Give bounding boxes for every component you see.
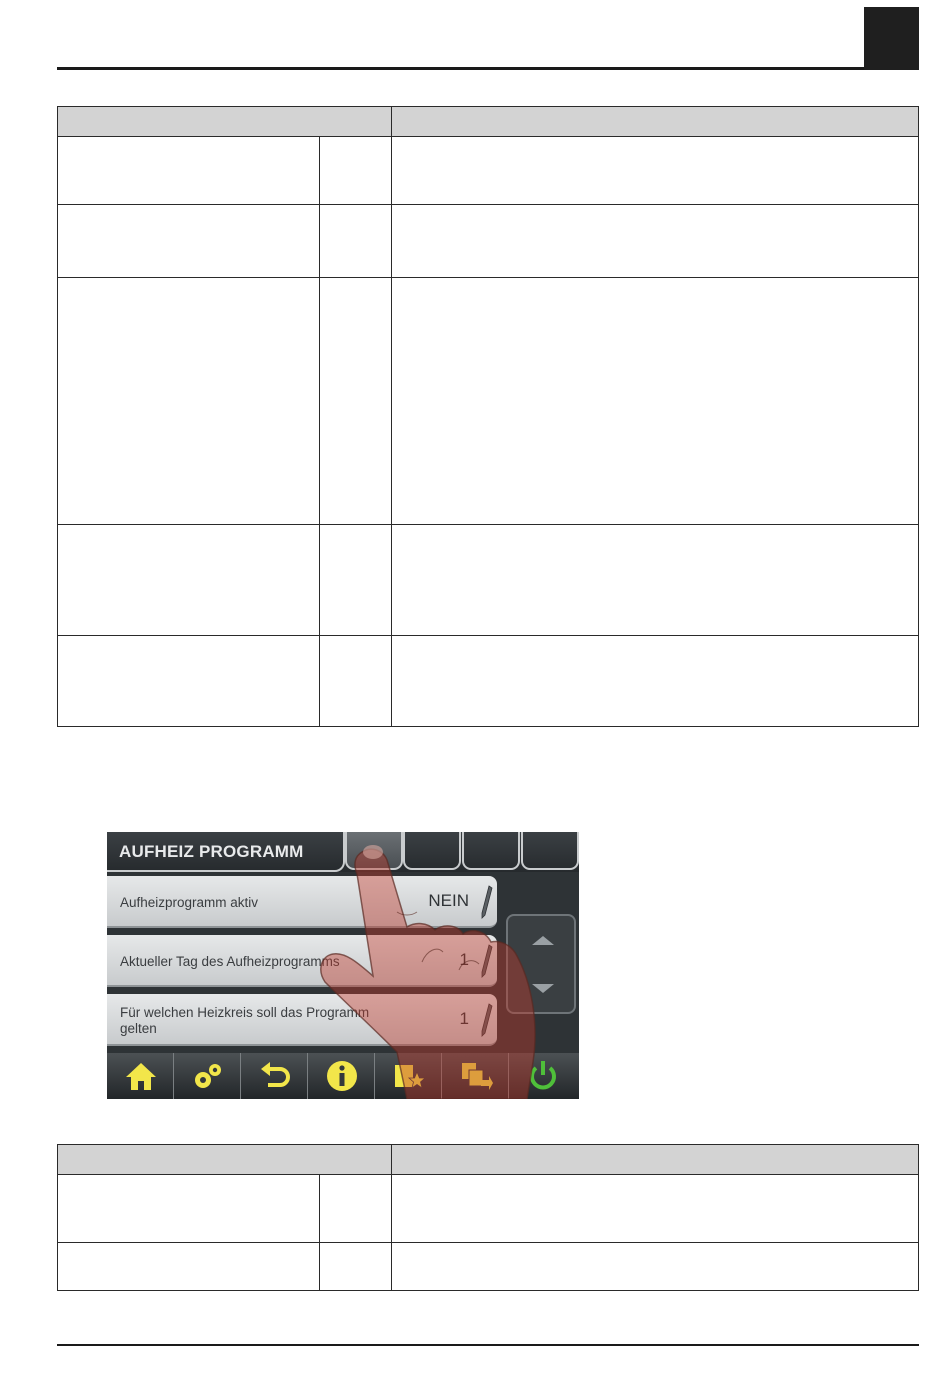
- parameter-table-1: [57, 106, 919, 727]
- table-cell: [58, 205, 320, 278]
- home-icon: [124, 1060, 158, 1092]
- table-header-cell: [58, 1145, 392, 1175]
- table-cell: [320, 525, 392, 636]
- scroll-up-icon[interactable]: [532, 936, 554, 945]
- table-header-cell: [392, 1145, 919, 1175]
- table-row: [58, 137, 919, 205]
- table-header-row: [58, 1145, 919, 1175]
- scroll-down-icon[interactable]: [532, 984, 554, 993]
- device-screen: [107, 832, 579, 1099]
- table-cell: [320, 636, 392, 727]
- tab-2[interactable]: [403, 832, 461, 870]
- title-bar: [107, 832, 579, 872]
- chapter-tab-block: [864, 7, 919, 70]
- pencil-icon[interactable]: [481, 885, 493, 919]
- table-row: [58, 1243, 919, 1291]
- title-tab: [107, 832, 345, 872]
- list-item-aktueller-tag[interactable]: [107, 935, 497, 987]
- settings-button[interactable]: [174, 1053, 241, 1099]
- table-row: [58, 278, 919, 525]
- table-row: [58, 525, 919, 636]
- row-value: 1: [459, 950, 469, 969]
- row-label: Aktueller Tag des Aufheizprogramms: [120, 954, 340, 969]
- table-header-cell: [58, 107, 392, 137]
- table-cell: [392, 278, 919, 525]
- favorites-icon: [392, 1060, 426, 1092]
- power-icon: [526, 1060, 560, 1092]
- table-cell: [320, 1243, 392, 1291]
- table-cell: [392, 137, 919, 205]
- copy-icon: [459, 1060, 493, 1092]
- info-icon: [325, 1060, 359, 1092]
- table-cell: [58, 525, 320, 636]
- list-item-heizkreis[interactable]: [107, 994, 497, 1046]
- screen-title: AUFHEIZ PROGRAMM: [119, 842, 304, 861]
- table-cell: [392, 636, 919, 727]
- table-cell: [392, 1175, 919, 1243]
- home-button[interactable]: [107, 1053, 174, 1099]
- table-row: [58, 205, 919, 278]
- table-cell: [320, 205, 392, 278]
- list-item-aufheizprogramm-aktiv[interactable]: [107, 876, 497, 928]
- table-cell: [58, 1243, 320, 1291]
- row-label: Für welchen Heizkreis soll das Programm gelten: [120, 1005, 370, 1036]
- table-cell: [58, 1175, 320, 1243]
- tab-1[interactable]: [345, 832, 403, 870]
- table-cell: [58, 137, 320, 205]
- settings-gears-icon: [191, 1060, 225, 1092]
- back-arrow-icon: [258, 1060, 292, 1092]
- tab-3[interactable]: [462, 832, 520, 870]
- table-cell: [320, 1175, 392, 1243]
- info-button[interactable]: [308, 1053, 375, 1099]
- parameter-table-2: [57, 1144, 919, 1291]
- table-cell: [58, 278, 320, 525]
- table-header-cell: [392, 107, 919, 137]
- table-row: [58, 636, 919, 727]
- table-cell: [320, 137, 392, 205]
- footer-rule: [57, 1344, 919, 1346]
- pencil-icon[interactable]: [481, 944, 493, 978]
- header-rule: [57, 67, 864, 70]
- row-value: 1: [459, 1009, 469, 1028]
- back-button[interactable]: [241, 1053, 308, 1099]
- table-cell: [392, 1243, 919, 1291]
- table-row: [58, 1175, 919, 1243]
- power-button[interactable]: [509, 1053, 576, 1099]
- bottom-nav-bar: [107, 1053, 579, 1099]
- pencil-icon[interactable]: [481, 1003, 493, 1037]
- table-cell: [58, 636, 320, 727]
- favorites-button[interactable]: [375, 1053, 442, 1099]
- table-cell: [392, 205, 919, 278]
- row-label: Aufheizprogramm aktiv: [120, 895, 259, 910]
- row-value: NEIN: [428, 891, 469, 910]
- tab-4[interactable]: [521, 832, 579, 870]
- copy-button[interactable]: [442, 1053, 509, 1099]
- scroll-control: [506, 914, 576, 1014]
- table-cell: [320, 278, 392, 525]
- table-cell: [392, 525, 919, 636]
- table-header-row: [58, 107, 919, 137]
